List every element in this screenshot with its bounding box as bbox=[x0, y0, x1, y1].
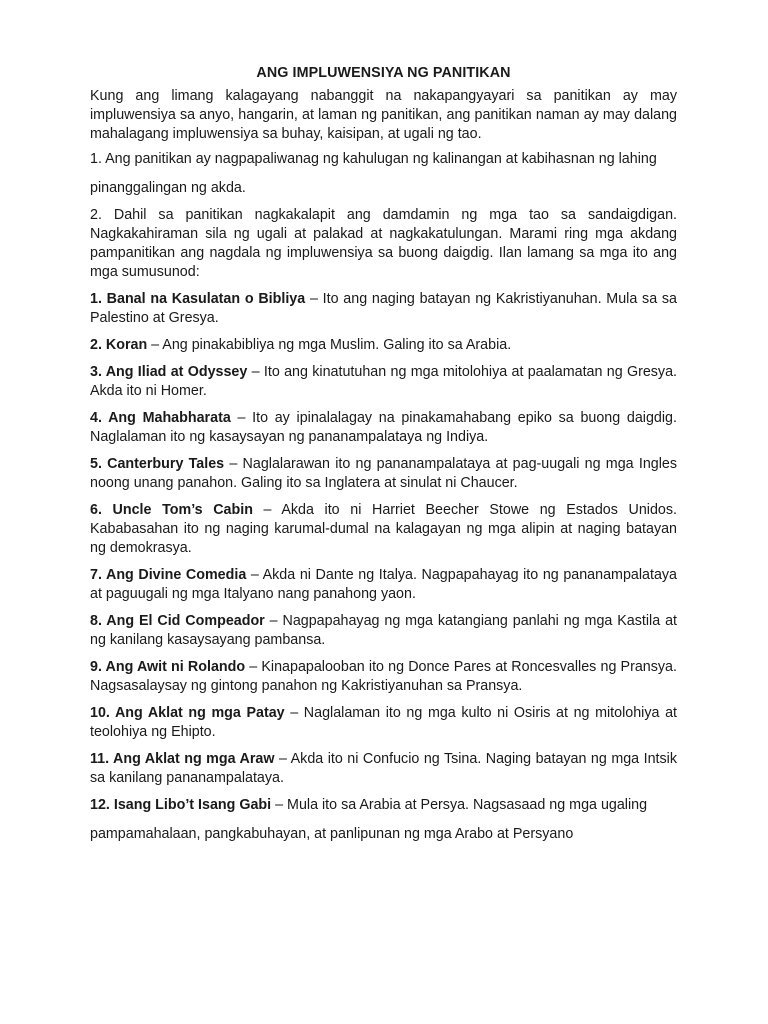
list-item bbox=[90, 409, 677, 447]
list-item-text: – Akda ni Dante ng Italya. Nagpapahayag ito ng pananampalataya at paguugali ng mga Italyano nang panahong yaon. bbox=[90, 567, 677, 602]
list-item bbox=[90, 704, 677, 742]
list-item-title: 9. Ang Awit ni Rolando bbox=[90, 659, 246, 675]
intro-paragraph: Kung ang limang kalagayang nabanggit na nakapangyayari sa panitikan ay may impluwensiya sa anyo, hangarin, at laman ng panitikan, ang panitikan naman ay may dalang mahalagang impluwensiya sa buhay, kaisipan, at ugali ng tao. bbox=[90, 88, 677, 142]
list-item-title: 3. Ang Iliad at Odyssey bbox=[90, 364, 248, 380]
list-item-title: 11. Ang Aklat ng mga Araw bbox=[90, 751, 275, 767]
list-item-title: 1. Banal na Kasulatan o Bibliya bbox=[90, 291, 306, 307]
list-item bbox=[90, 501, 677, 558]
list-item bbox=[90, 363, 677, 401]
list-item-title: 5. Canterbury Tales bbox=[90, 456, 225, 472]
list-item bbox=[90, 658, 677, 696]
list-item-title: 12. Isang Libo’t Isang Gabi bbox=[90, 797, 272, 813]
list-item bbox=[90, 455, 677, 493]
list-item bbox=[90, 796, 677, 815]
list-item bbox=[90, 290, 677, 328]
point-2-paragraph: 2. Dahil sa panitikan nagkakalapit ang damdamin ng mga tao sa sandaigdigan. Nagkakahiraman sila ng ugali at palakad at nagkakatulungan. Marami ring mga akdang pampanitikan ang nagdala ng impluwensiya sa buong daigdig. Ilan lamang sa mga ito ang mga sumusunod: bbox=[90, 207, 677, 280]
list-item-text: – Akda ito ni Confucio ng Tsina. Naging batayan ng mga Intsik sa kanilang pananampalataya. bbox=[90, 751, 677, 786]
list-item bbox=[90, 612, 677, 650]
list-item-text: – Ito ang naging batayan ng Kakristiyanuhan. Mula sa sa Palestino at Gresya. bbox=[90, 291, 677, 326]
point-1-continuation: pinanggalingan ng akda. bbox=[90, 180, 246, 196]
closing-line: pampamahalaan, pangkabuhayan, at panlipunan ng mga Arabo at Persyano bbox=[90, 826, 574, 842]
list-item bbox=[90, 566, 677, 604]
list-item-title: 7. Ang Divine Comedia bbox=[90, 567, 247, 583]
document-page bbox=[90, 64, 677, 850]
list-item bbox=[90, 336, 677, 355]
list-item-text: – Akda ito ni Harriet Beecher Stowe ng Estados Unidos. Kababasahan ito ng naging karumal-dumal na kalagayan ng mga alipin at naging batayan ng demokrasya. bbox=[90, 502, 677, 556]
list-item-text: – Ito ay ipinalalagay na pinakamahabang epiko sa buong daigdig. Naglalaman ito ng kasaysayan ng pananampalataya ng Indiya. bbox=[90, 410, 677, 445]
list-item-title: 8. Ang El Cid Compeador bbox=[90, 613, 265, 629]
list-item-text: – Naglalarawan ito ng pananampalataya at pag-uugali ng mga Ingles noong unang panahon. Galing ito sa Inglatera at sinulat ni Chaucer. bbox=[90, 456, 677, 491]
list-item-title: 4. Ang Mahabharata bbox=[90, 410, 231, 426]
point-1-first-line: 1. Ang panitikan ay nagpapaliwanag ng kahulugan ng kalinangan at kabihasnan ng lahing bbox=[90, 151, 657, 167]
document-title: ANG IMPLUWENSIYA NG PANITIKAN bbox=[256, 65, 511, 81]
list-item-title: 6. Uncle Tom’s Cabin bbox=[90, 502, 253, 518]
list-item bbox=[90, 750, 677, 788]
list-item-text: – Nagpapahayag ng mga katangiang panlahi ng mga Kastila at ng kanilang kasaysayang pambansa. bbox=[90, 613, 677, 648]
list-item-title: 10. Ang Aklat ng mga Patay bbox=[90, 705, 285, 721]
list-item-title: 2. Koran bbox=[90, 337, 148, 353]
list-item-text: – Ito ang kinatutuhan ng mga mitolohiya at paalamatan ng Gresya. Akda ito ni Homer. bbox=[90, 364, 678, 399]
list-item-text: – Kinapapalooban ito ng Donce Pares at Roncesvalles ng Pransya. Nagsasalaysay ng gintong panahon ng Kakristiyanuhan sa Pransya. bbox=[90, 659, 677, 694]
list-item-text: – Ang pinakabibliya ng mga Muslim. Galing ito sa Arabia. bbox=[147, 337, 512, 353]
list-item-text: – Mula ito sa Arabia at Persya. Nagsasaad ng mga ugaling bbox=[271, 797, 648, 813]
list-item-text: – Naglalaman ito ng mga kulto ni Osiris at ng mitolohiya at teolohiya ng Ehipto. bbox=[90, 705, 677, 740]
